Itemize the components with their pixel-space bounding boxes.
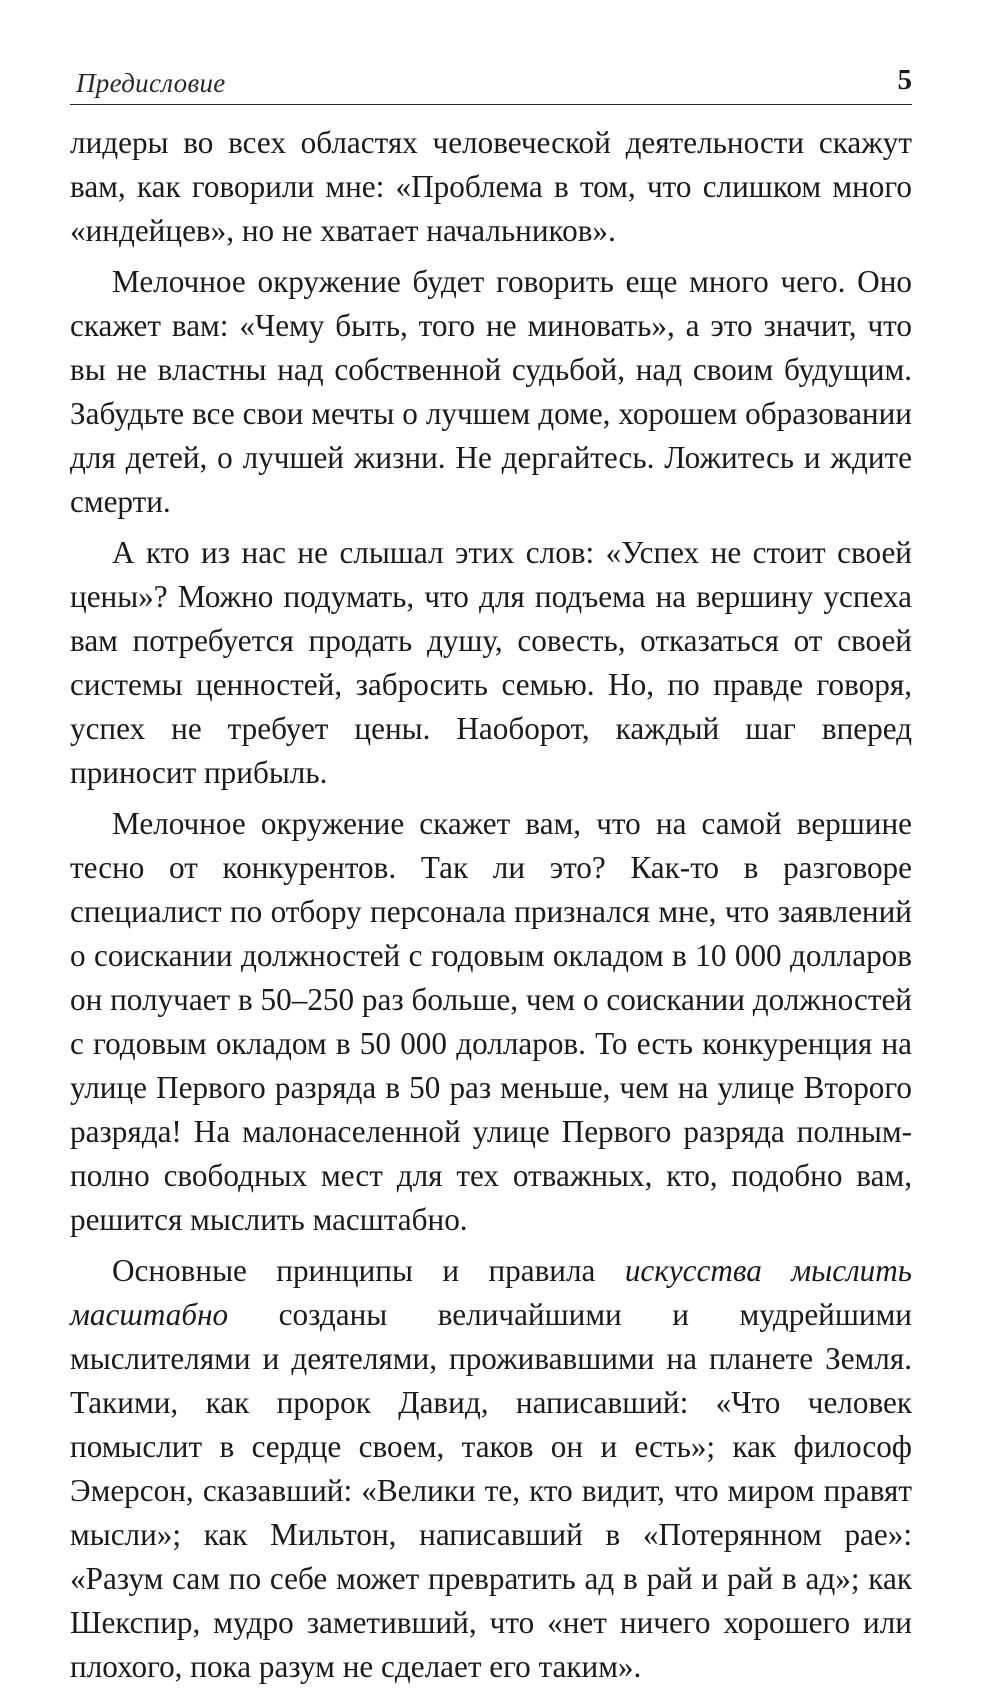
paragraph: [70, 531, 912, 795]
paragraph-text: лидеры во всех областях человеческой деятельности скажут вам, как говорили мне: «Проблема в том, что слишком много «индейцев», но не хватает начальников».: [70, 125, 912, 248]
running-header: [70, 64, 912, 105]
paragraph: [70, 802, 912, 1242]
paragraph-text: А кто из нас не слышал этих слов: «Успех не стоит своей цены»? Можно подумать, что для подъема на вершину успеха вам потребуется продать душу, совесть, отказаться от своей системы ценностей, забросить семью. Но, по правде говоря, успех не требует цены. Наоборот, каждый шаг вперед приносит прибыль.: [70, 535, 912, 790]
emphasized-phrase: искусства мыслить масштабно: [70, 1253, 912, 1332]
paragraph-lead: Основные принципы и правила: [112, 1253, 625, 1288]
paragraph-text: Мелочное окружение скажет вам, что на самой вершине тесно от конкурентов. Так ли это? Как-то в разговоре специалист по отбору персонала признался мне, что заявлений о соискании должностей с годовым окладом в 10 000 долларов он получает в 50–250 раз больше, чем о соискании должностей с годовым окладом в 50 000 долларов. То есть конкуренция на улице Первого разряда в 50 раз меньше, чем на улице Второго разряда! На малонаселенной улице Первого разряда полным-полно свободных мест для тех отважных, кто, подобно вам, решится мыслить масштабно.: [70, 806, 912, 1237]
body-text: [70, 121, 912, 1696]
paragraph: [70, 260, 912, 524]
paragraph-text: созданы величайшими и мудрейшими мыслителями и деятелями, проживавшими на планете Земля. Такими, как пророк Давид, написавший: «Что человек помыслит в сердце своем, таков он и есть»; как философ Эмерсон, сказавший: «Велики те, кто видит, что миром правят мысли»; как Мильтон, написавший в «Потерянном рае»: «Разум сам по себе может превратить ад в рай и рай в ад»; как Шекспир, мудро заметивший, что «нет ничего хорошего или плохого, пока разум не сделает его таким».: [70, 1297, 912, 1684]
paragraph: [70, 1249, 912, 1689]
page-number: 5: [897, 64, 912, 96]
paragraph: [70, 121, 912, 253]
section-title: Предисловие: [76, 68, 226, 98]
paragraph-text: Мелочное окружение будет говорить еще много чего. Оно скажет вам: «Чему быть, того не миновать», а это значит, что вы не властны над собственной судьбой, над своим будущим. Забудьте все свои мечты о лучшем доме, хорошем образовании для детей, о лучшей жизни. Не дергайтесь. Ложитесь и ждите смерти.: [70, 264, 912, 519]
